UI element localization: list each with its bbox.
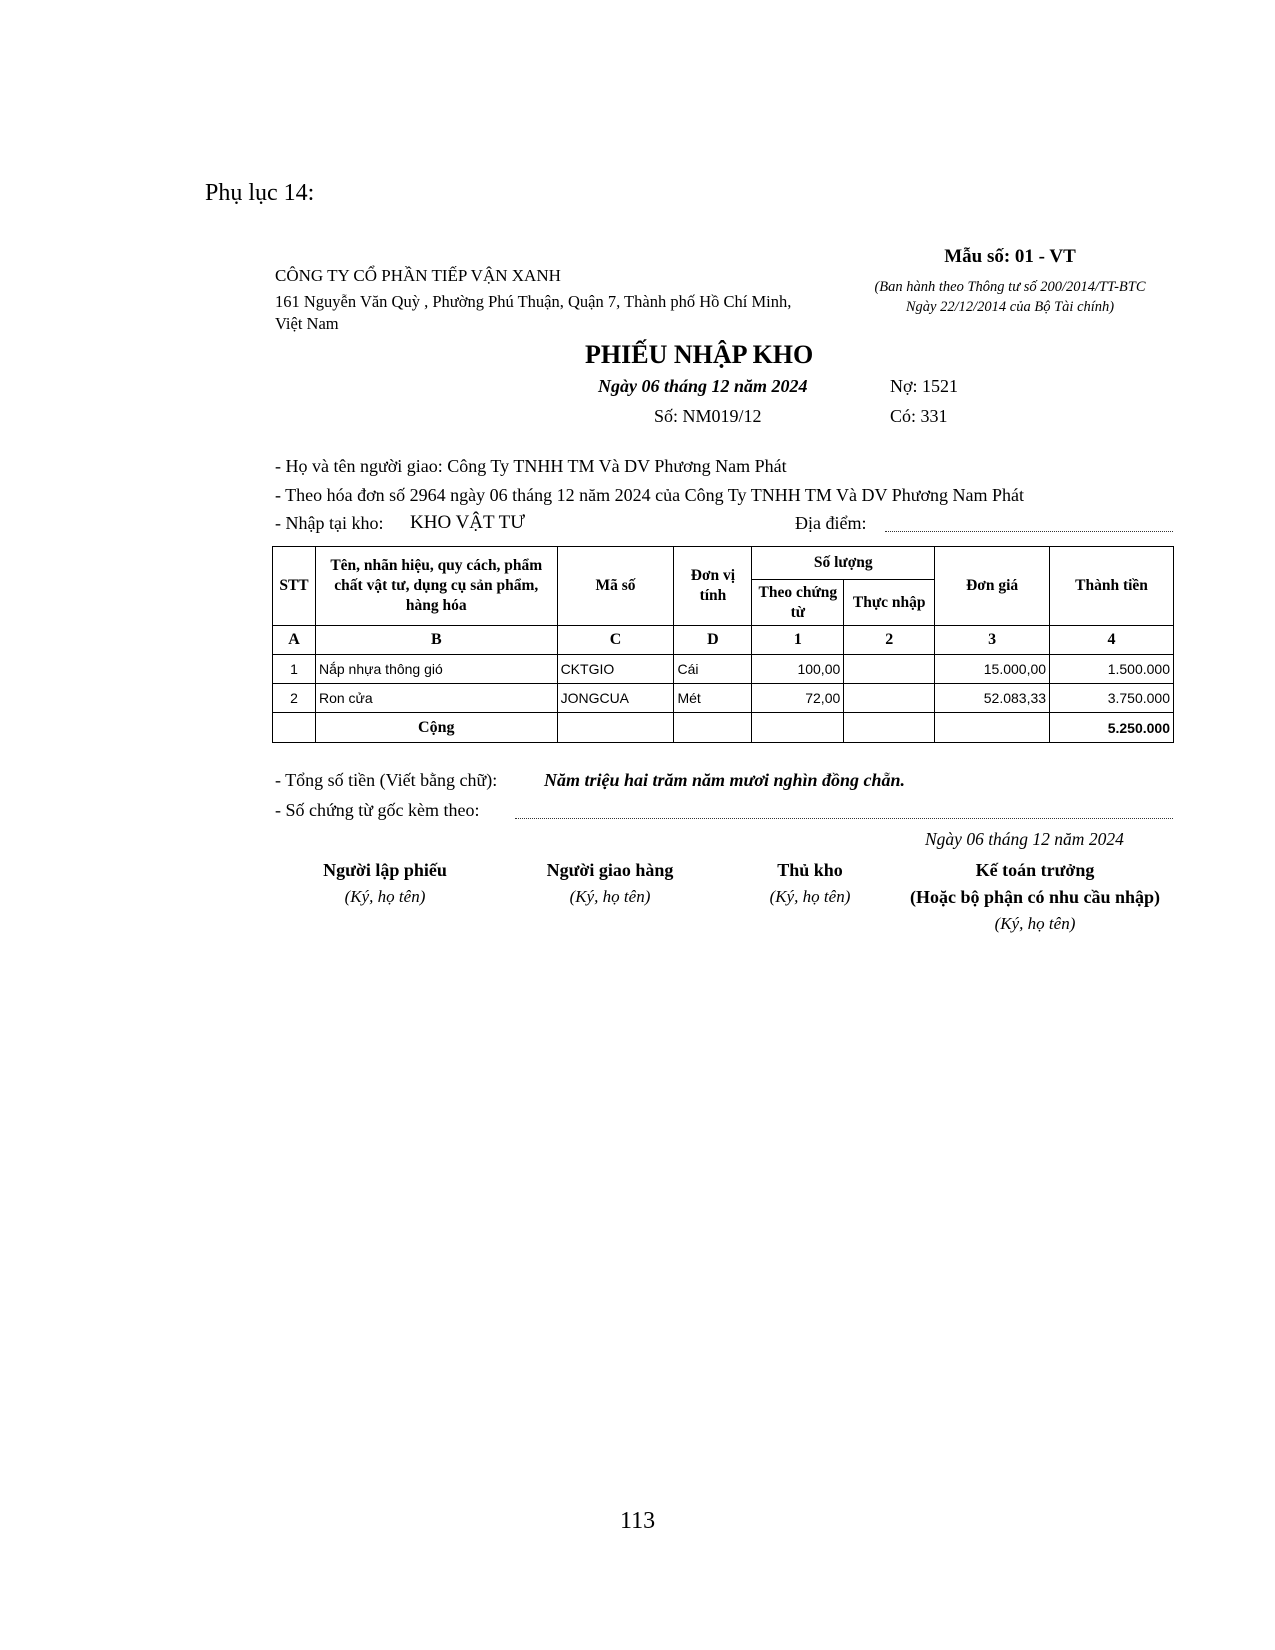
row-name: Ron cửa xyxy=(315,684,557,713)
company-address: 161 Nguyễn Văn Quỳ , Phường Phú Thuận, Quận 7, Thành phố Hồ Chí Minh, Việt Nam xyxy=(275,292,792,333)
total-words-label: - Tổng số tiền (Viết bằng chữ): xyxy=(275,770,498,790)
row-code: CKTGIO xyxy=(557,655,674,684)
row-qty-actual xyxy=(844,684,935,713)
signature-chief-accountant xyxy=(895,860,1175,934)
total-amount: 5.250.000 xyxy=(1050,713,1174,743)
header-name: Tên, nhãn hiệu, quy cách, phẩm chất vật tư, dụng cụ sản phẩm, hàng hóa xyxy=(315,547,557,626)
form-note xyxy=(820,277,1200,317)
form-note-line1: (Ban hành theo Thông tư số 200/2014/TT-BTC xyxy=(874,279,1146,295)
original-docs-label: - Số chứng từ gốc kèm theo: xyxy=(275,800,480,820)
document-number: Số: NM019/12 xyxy=(654,406,762,426)
row-qty-doc: 100,00 xyxy=(752,655,844,684)
header-unit: Đơn vị tính xyxy=(674,547,752,626)
row-qty-actual xyxy=(844,655,935,684)
row-stt: 1 xyxy=(273,655,316,684)
table-row xyxy=(273,684,1174,713)
signature-role: Kế toán trưởng xyxy=(975,860,1095,880)
document-title: PHIẾU NHẬP KHO xyxy=(585,340,814,369)
warehouse-name: KHO VẬT TƯ xyxy=(410,512,526,533)
signature-role: Người giao hàng xyxy=(546,860,674,880)
row-stt: 2 xyxy=(273,684,316,713)
header-stt: STT xyxy=(273,547,316,626)
signature-role: Thủ kho xyxy=(777,860,843,880)
signature-role: Người lập phiếu xyxy=(323,860,447,880)
original-docs-dotted-line xyxy=(515,818,1173,819)
column-letter: A xyxy=(273,626,316,655)
column-letter: 4 xyxy=(1050,626,1174,655)
column-letter: 2 xyxy=(844,626,935,655)
signature-date: Ngày 06 tháng 12 năm 2024 xyxy=(925,829,1124,849)
invoice-line: - Theo hóa đơn số 2964 ngày 06 tháng 12 năm 2024 của Công Ty TNHH TM Và DV Phương Nam Phát xyxy=(275,485,1024,505)
row-price: 52.083,33 xyxy=(935,684,1050,713)
column-letter: 3 xyxy=(935,626,1050,655)
header-qty-actual: Thực nhập xyxy=(844,580,935,626)
signature-storekeeper xyxy=(735,860,885,907)
signature-hint: (Ký, họ tên) xyxy=(994,914,1076,933)
warehouse-label: - Nhập tại kho: xyxy=(275,513,384,533)
signature-hint: (Ký, họ tên) xyxy=(344,887,426,906)
header-quantity: Số lượng xyxy=(752,547,935,580)
header-qty-doc: Theo chứng từ xyxy=(752,580,844,626)
items-table xyxy=(272,546,1174,743)
document-date: Ngày 06 tháng 12 năm 2024 xyxy=(598,376,808,396)
row-price: 15.000,00 xyxy=(935,655,1050,684)
deliverer-line: - Họ và tên người giao: Công Ty TNHH TM Và DV Phương Nam Phát xyxy=(275,456,787,476)
signature-hint: (Ký, họ tên) xyxy=(769,887,851,906)
header-price: Đơn giá xyxy=(935,547,1050,626)
signature-hint: (Ký, họ tên) xyxy=(569,887,651,906)
appendix-label: Phụ lục 14: xyxy=(205,180,315,206)
row-code: JONGCUA xyxy=(557,684,674,713)
signature-role-note: (Hoặc bộ phận có nhu cầu nhập) xyxy=(909,887,1161,907)
total-in-words: Năm triệu hai trăm năm mươi nghìn đồng chẵn. xyxy=(544,770,906,790)
signature-preparer xyxy=(290,860,480,907)
row-amount: 1.500.000 xyxy=(1050,655,1174,684)
column-letter: B xyxy=(315,626,557,655)
table-row xyxy=(273,655,1174,684)
total-label: Cộng xyxy=(315,713,557,743)
form-number: Mẫu số: 01 - VT xyxy=(944,246,1076,267)
form-note-line2: Ngày 22/12/2014 của Bộ Tài chính) xyxy=(905,299,1115,315)
company-name: CÔNG TY CỔ PHẦN TIẾP VẬN XANH xyxy=(275,266,561,285)
credit-account: Có: 331 xyxy=(890,406,948,426)
total-row xyxy=(273,713,1174,743)
column-letter: 1 xyxy=(752,626,844,655)
column-letter: D xyxy=(674,626,752,655)
header-amount: Thành tiền xyxy=(1050,547,1174,626)
row-unit: Mét xyxy=(674,684,752,713)
debit-account: Nợ: 1521 xyxy=(890,376,959,396)
row-name: Nắp nhựa thông gió xyxy=(315,655,557,684)
column-letter: C xyxy=(557,626,674,655)
signature-deliverer xyxy=(510,860,710,907)
row-unit: Cái xyxy=(674,655,752,684)
location-label: Địa điểm: xyxy=(795,513,867,533)
row-amount: 3.750.000 xyxy=(1050,684,1174,713)
location-dotted-line xyxy=(885,531,1173,532)
page-number: 113 xyxy=(620,1508,656,1534)
row-qty-doc: 72,00 xyxy=(752,684,844,713)
header-code: Mã số xyxy=(557,547,674,626)
